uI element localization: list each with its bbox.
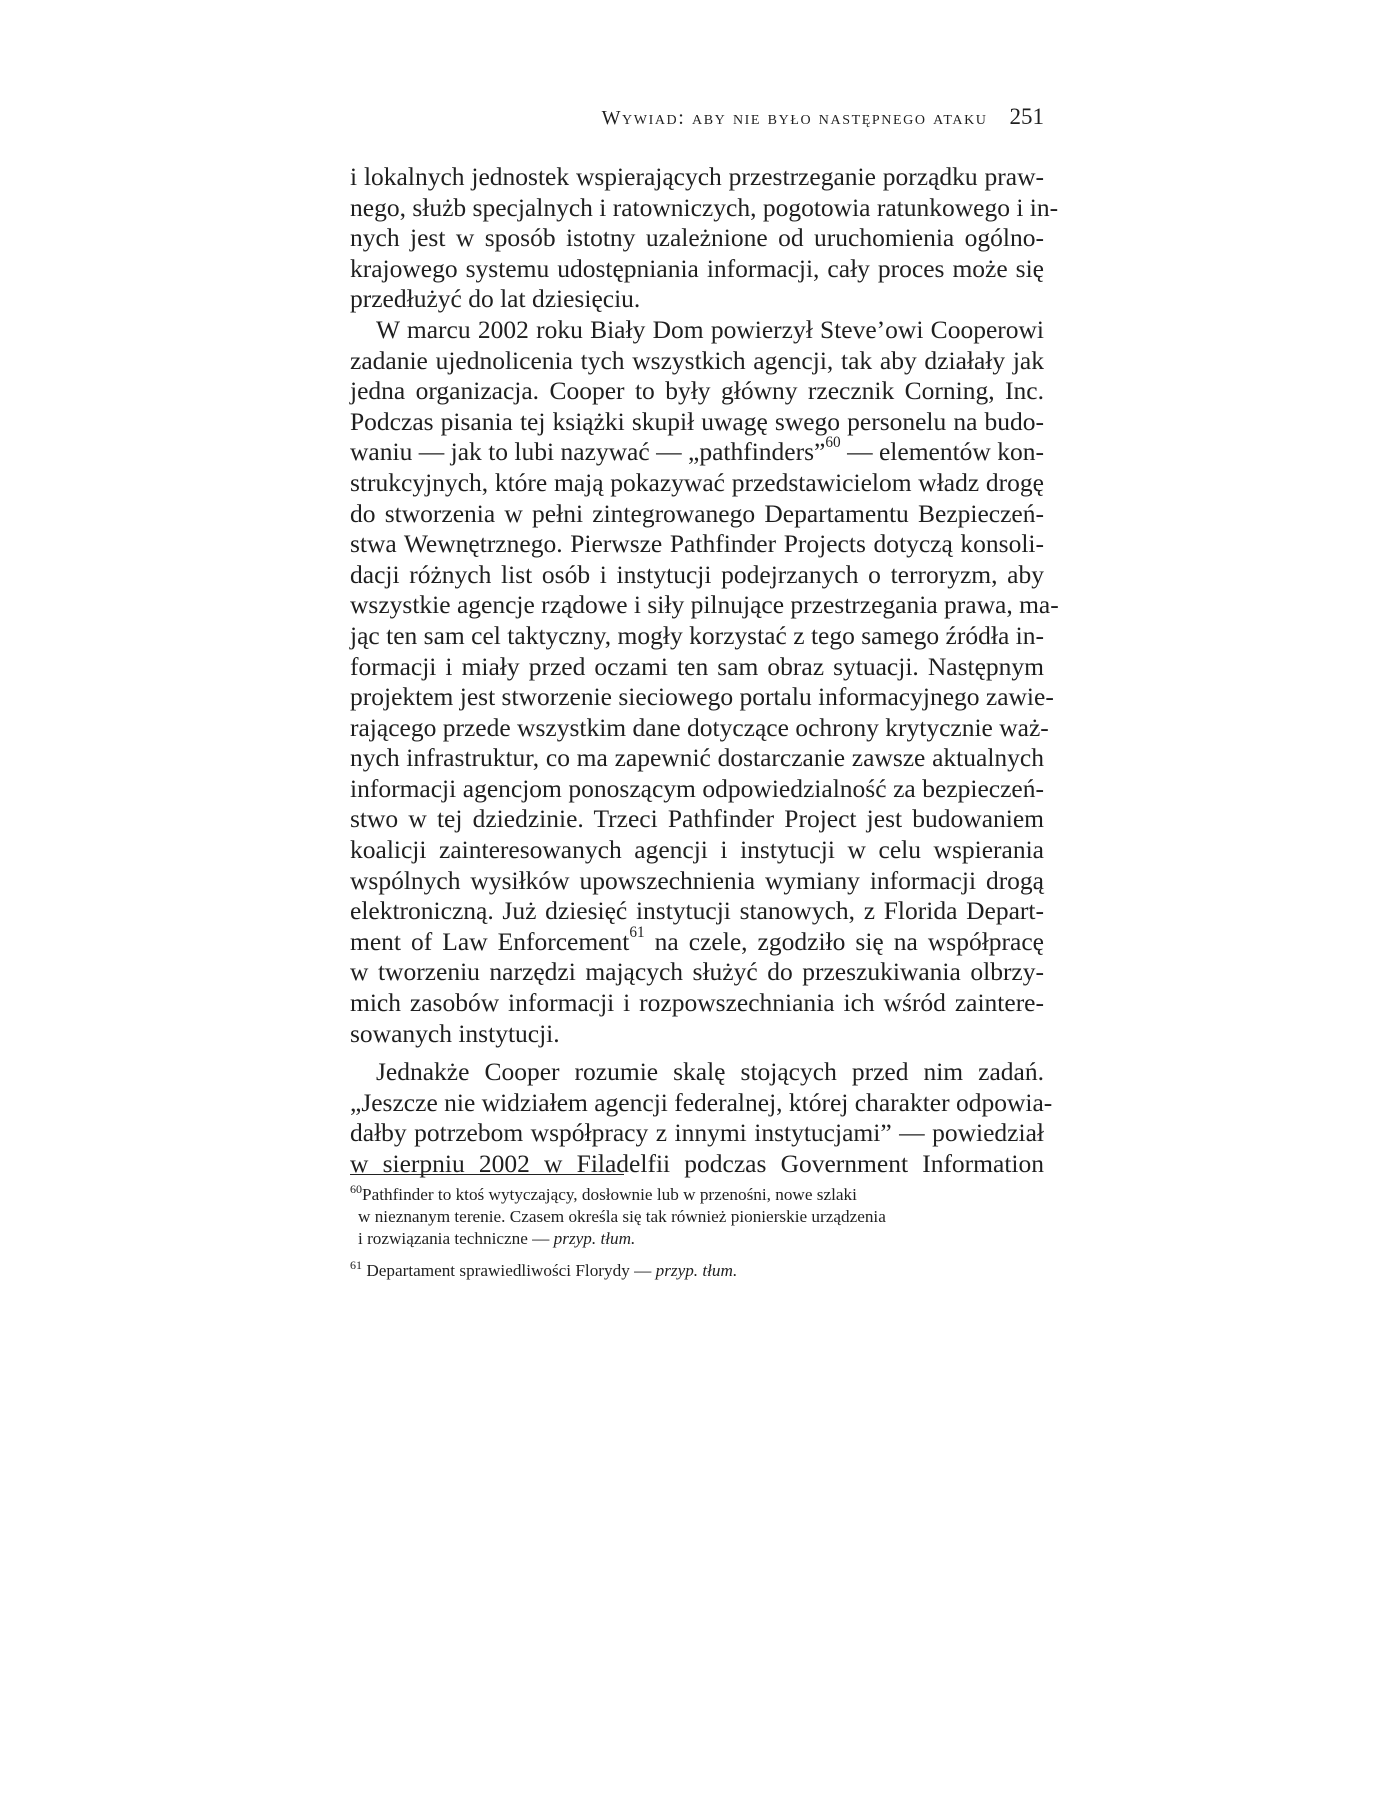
text-segment: na czele, zgodziło się na współpracę [644, 926, 1044, 956]
footnote-ref-60: 60 [825, 434, 841, 452]
text-line: jąc ten sam cel taktyczny, mogły korzystać z tego samego źródła in- [350, 620, 1044, 650]
text-line: do stworzenia w pełni zintegrowanego Departamentu Bezpieczeń- [350, 498, 1044, 528]
text-segment: ment of Law Enforcement [350, 926, 630, 956]
footnotes [350, 1184, 1044, 1292]
text-line: elektroniczną. Już dziesięć instytucji stanowych, z Florida Depart- [350, 896, 1044, 926]
text-line-with-footnote-ref [350, 434, 1044, 468]
text-line: jedna organizacja. Cooper to były główny rzecznik Corning, Inc. [350, 376, 1044, 406]
footnote-attribution: przyp. tłum. [655, 1261, 738, 1280]
footnote-ref-61: 61 [629, 923, 645, 941]
text-line: nego, służb specjalnych i ratowniczych, pogotowia ratunkowego i in- [350, 192, 1059, 222]
text-segment: — elementów kon- [840, 437, 1044, 467]
text-segment: waniu — jak to lubi nazywać — „pathfinders” [350, 437, 826, 467]
text-line: mich zasobów informacji i rozpowszechniania ich wśród zaintere- [350, 988, 1044, 1018]
text-line: wspólnych wysiłków upowszechnienia wymiany informacji drogą [350, 865, 1044, 895]
text-line: stwo w tej dziedzinie. Trzeci Pathfinder Project jest budowaniem [350, 804, 1044, 834]
footnote-line: w nieznanym terenie. Czasem określa się tak również pionierskie urządzenia [358, 1207, 886, 1226]
running-title: Wywiad: aby nie było następnego ataku [601, 107, 988, 129]
text-line: koalicji zainteresowanych agencji i instytucji w celu wspierania [350, 835, 1044, 865]
running-head [350, 104, 1044, 136]
text-line: stwa Wewnętrznego. Pierwsze Pathfinder Projects dotyczą konsoli- [350, 529, 1044, 559]
page-number: 251 [1009, 104, 1044, 129]
footnote-61 [350, 1260, 1044, 1282]
footnote-line [350, 1184, 1044, 1206]
footnote-text: Departament sprawiedliwości Florydy — [362, 1261, 656, 1280]
text-line: zadanie ujednolicenia tych wszystkich agencji, tak aby działały jak [350, 345, 1044, 375]
footnote-text: i rozwiązania techniczne — [358, 1229, 554, 1248]
footnote-rule [350, 1174, 624, 1175]
text-line: w tworzeniu narzędzi mających służyć do przeszukiwania olbrzy- [350, 957, 1044, 987]
text-line: Jednakże Cooper rozumie skalę stojących przed nim zadań. [376, 1057, 1044, 1087]
text-line: sowanych instytucji. [350, 1018, 560, 1048]
footnote-line [350, 1228, 1044, 1250]
text-line: w sierpniu 2002 w Filadelfii podczas Government Information [350, 1149, 1044, 1178]
text-line: Podczas pisania tej książki skupił uwagę swego personelu na budo- [350, 406, 1044, 436]
footnote-60 [350, 1184, 1044, 1250]
footnote-number: 61 [350, 1258, 363, 1272]
footnote-line [350, 1260, 1044, 1282]
text-line: W marcu 2002 roku Biały Dom powierzył Steve’owi Cooperowi [376, 314, 1044, 344]
text-line: rającego przede wszystkim dane dotyczące ochrony krytycznie waż- [350, 712, 1049, 742]
text-line: nych jest w sposób istotny uzależnione od uruchomienia ogólno- [350, 223, 1044, 253]
footnote-attribution: przyp. tłum. [553, 1229, 636, 1248]
footnote-text: Pathfinder to ktoś wytyczający, dosłownie lub w przenośni, nowe szlaki [362, 1185, 857, 1204]
text-line: krajowego systemu udostępniania informacji, cały proces może się [350, 253, 1044, 283]
text-line: projektem jest stworzenie sieciowego portalu informacyjnego zawie- [350, 682, 1054, 712]
text-line: wszystkie agencje rządowe i siły pilnujące przestrzegania prawa, ma- [350, 590, 1059, 620]
text-line: nych infrastruktur, co ma zapewnić dostarczanie zawsze aktualnych [350, 743, 1044, 773]
text-line-with-footnote-ref [350, 923, 1044, 958]
text-line: strukcyjnych, które mają pokazywać przedstawicielom władz drogę [350, 467, 1044, 497]
footnote-number: 60 [350, 1182, 363, 1196]
text-line: „Jeszcze nie widziałem agencji federalnej, której charakter odpowia- [350, 1087, 1053, 1117]
text-line: formacji i miały przed oczami ten sam obraz sytuacji. Następnym [350, 651, 1044, 681]
text-line: informacji agencjom ponoszącym odpowiedzialność za bezpieczeń- [350, 773, 1044, 803]
text-line: i lokalnych jednostek wspierających przestrzeganie porządku praw- [350, 162, 1044, 191]
text-line: dacji różnych list osób i instytucji podejrzanych o terroryzm, aby [350, 559, 1044, 589]
text-line: przedłużyć do lat dziesięciu. [350, 284, 641, 314]
text-line: dałby potrzebom współpracy z innymi instytucjami” — powiedział [350, 1118, 1044, 1148]
body-text [350, 162, 1059, 1180]
